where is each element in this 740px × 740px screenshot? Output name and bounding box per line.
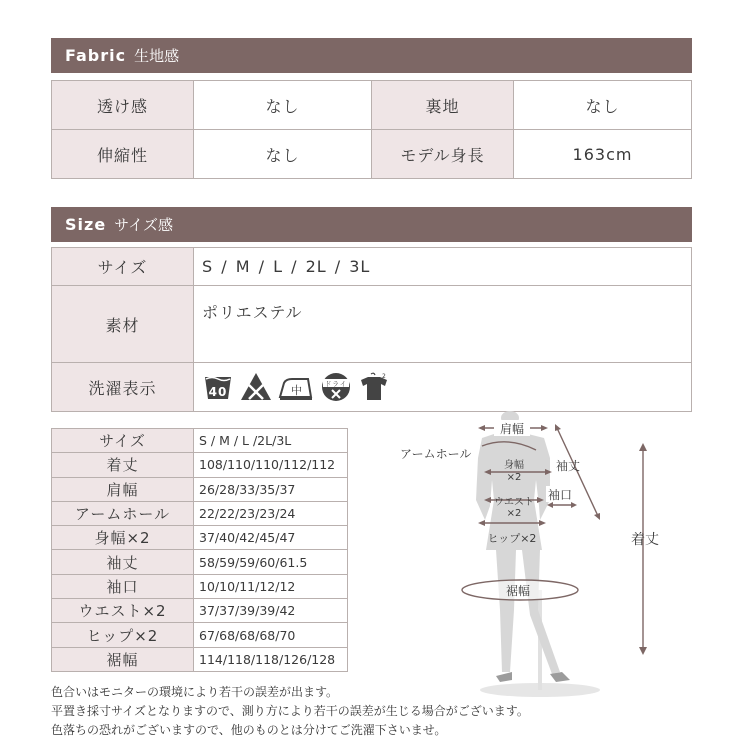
measurement-label: アームホール	[52, 501, 194, 525]
sleeve-label: 袖丈	[556, 459, 581, 473]
shoulder-label: 肩幅	[499, 422, 525, 436]
material-label: 素材	[52, 286, 194, 363]
care-row	[52, 363, 692, 412]
stretch-label: 伸縮性	[52, 130, 194, 179]
measurement-value: 37/40/42/45/47	[194, 526, 348, 550]
measurement-label: ヒップ×2	[52, 623, 194, 647]
wash-40-icon	[202, 371, 234, 403]
fabric-title-en: Fabric	[65, 46, 127, 65]
waist-label-1: ウエスト	[494, 497, 534, 508]
measurement-row	[52, 599, 348, 623]
hip-label: ヒップ×2	[487, 532, 537, 545]
hem-label: 裾幅	[505, 584, 531, 598]
measurement-label: 着丈	[52, 453, 194, 477]
hang-dry-icon	[358, 371, 390, 403]
measurement-value: 58/59/59/60/61.5	[194, 550, 348, 574]
measurement-label: サイズ	[52, 429, 194, 453]
care-label: 洗濯表示	[52, 363, 194, 412]
material-value: ポリエステル	[194, 286, 692, 363]
dry-text: ドライ	[324, 380, 348, 388]
model-height-label: モデル身長	[372, 130, 514, 179]
measurement-label: 袖口	[52, 574, 194, 598]
measurement-value: 114/118/118/126/128	[194, 647, 348, 671]
note-line: 平置き採寸サイズとなりますので、測り方により若干の誤差が生じる場合がございます。	[51, 704, 529, 718]
measurement-row	[52, 526, 348, 550]
measurement-value: 10/10/11/12/12	[194, 574, 348, 598]
svg-text:2: 2	[382, 373, 387, 380]
measurement-label: 袖丈	[52, 550, 194, 574]
measurement-row	[52, 623, 348, 647]
measurement-label: 身幅×2	[52, 526, 194, 550]
measurement-table	[51, 428, 348, 672]
cuff-label: 袖口	[548, 488, 573, 502]
size-title-en: Size	[65, 215, 107, 234]
measurement-value: S / M / L /2L/3L	[194, 429, 348, 453]
measurement-value: 67/68/68/68/70	[194, 623, 348, 647]
measurement-row	[52, 550, 348, 574]
armhole-label: アームホール	[400, 447, 472, 461]
measurement-label: 裾幅	[52, 647, 194, 671]
size-title-jp: サイズ感	[114, 216, 173, 234]
material-row	[52, 286, 692, 363]
care-icons	[194, 363, 692, 412]
fabric-row	[52, 130, 692, 179]
waist-label-2: ×2	[506, 508, 522, 519]
size-row	[52, 248, 692, 286]
fabric-table	[51, 80, 692, 179]
body-width-label-2: ×2	[506, 472, 522, 483]
stretch-value: なし	[194, 130, 372, 179]
note-line: 色合いはモニターの環境により若干の誤差が出ます。	[51, 685, 339, 699]
notes	[51, 683, 529, 740]
measurement-row	[52, 429, 348, 453]
measurement-label: ウエスト×2	[52, 599, 194, 623]
size-table	[51, 247, 692, 412]
measurement-value: 108/110/110/112/112	[194, 453, 348, 477]
measurement-row	[52, 477, 348, 501]
iron-temp-text: 中	[291, 384, 303, 397]
wash-temp-text: 40	[208, 385, 228, 399]
no-bleach-icon	[240, 371, 272, 403]
measurement-value: 22/22/23/23/24	[194, 501, 348, 525]
measurement-row	[52, 501, 348, 525]
lining-label: 裏地	[372, 81, 514, 130]
body-width-label-1: 身幅	[504, 460, 524, 471]
measurement-row	[52, 574, 348, 598]
length-label: 着丈	[631, 532, 659, 548]
measurement-value: 37/37/39/39/42	[194, 599, 348, 623]
measurement-value: 26/28/33/35/37	[194, 477, 348, 501]
lining-value: なし	[514, 81, 692, 130]
measurement-row	[52, 647, 348, 671]
fabric-header	[51, 38, 692, 73]
model-height-value: 163cm	[514, 130, 692, 179]
measurement-label: 肩幅	[52, 477, 194, 501]
measurement-diagram	[390, 410, 690, 710]
measurement-row	[52, 453, 348, 477]
size-header	[51, 207, 692, 242]
size-value: S / M / L / 2L / 3L	[194, 248, 692, 286]
size-label: サイズ	[52, 248, 194, 286]
fabric-title-jp: 生地感	[134, 47, 180, 65]
note-line: 色落ちの恐れがございますので、他のものとは分けてご洗濯下さいませ。	[51, 723, 447, 737]
iron-medium-icon	[278, 371, 314, 403]
transparency-label: 透け感	[52, 81, 194, 130]
transparency-value: なし	[194, 81, 372, 130]
fabric-row	[52, 81, 692, 130]
dry-clean-icon	[320, 371, 352, 403]
